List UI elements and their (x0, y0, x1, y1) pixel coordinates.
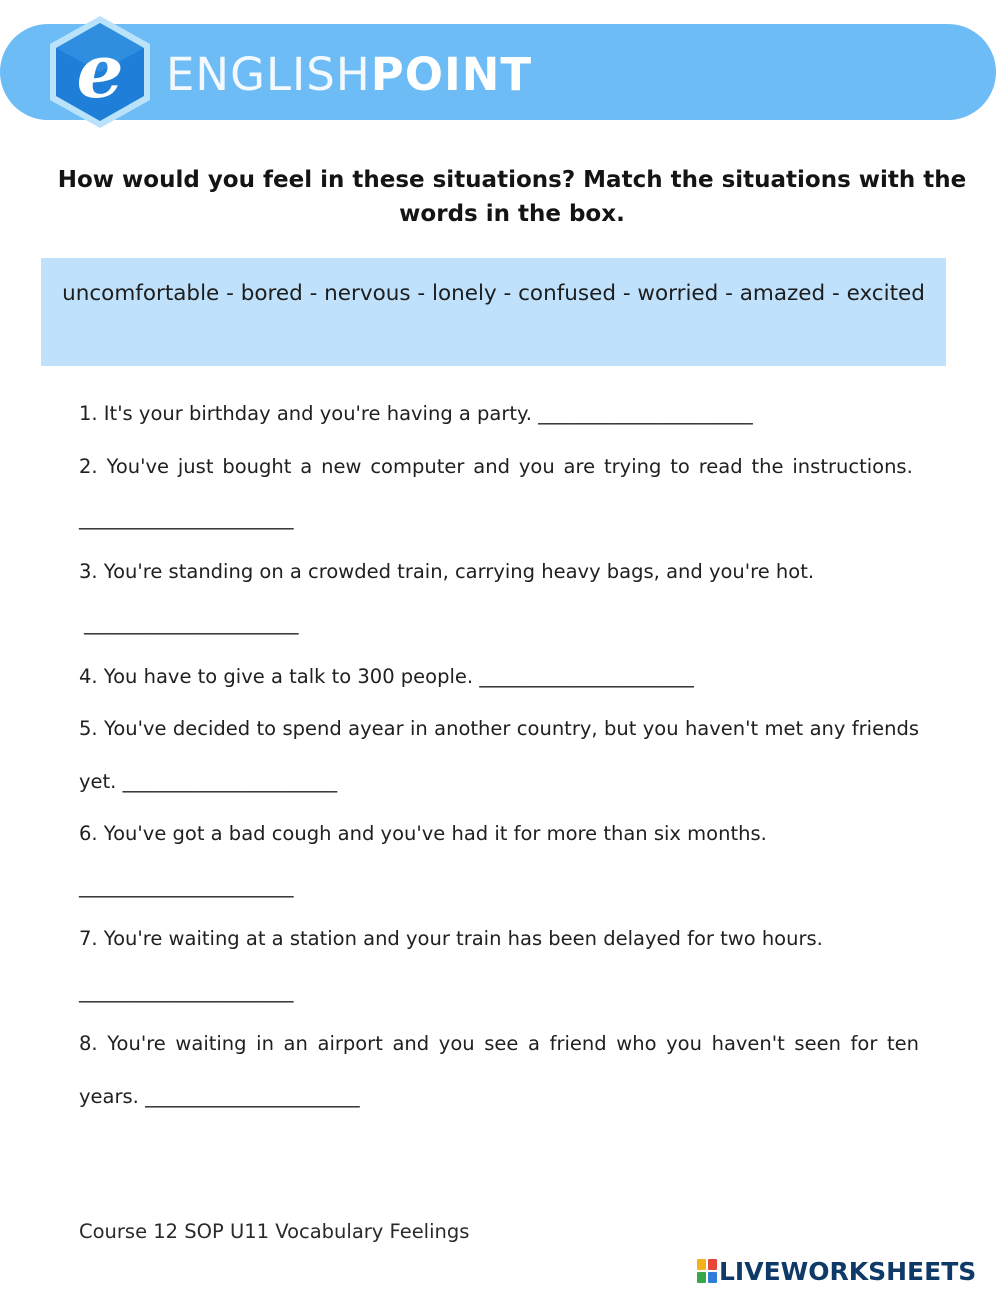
exercise-instruction: How would you feel in these situations? Match the situations with the words in the box. (57, 167, 967, 227)
situation-item (79, 441, 919, 546)
answer-blank[interactable]: ______________________ (479, 664, 694, 688)
answer-blank[interactable]: ______________________ (79, 507, 294, 530)
logo-block (708, 1259, 717, 1270)
situation-text: 4. You have to give a talk to 300 people. (79, 664, 474, 688)
word-box (41, 258, 946, 366)
logo-block (697, 1259, 706, 1270)
answer-blank[interactable]: ______________________ (122, 769, 338, 793)
situation-text: 6. You've got a bad cough and you've had it for more than six months. (79, 822, 767, 845)
answer-blank[interactable]: ______________________ (538, 402, 753, 425)
situation-item (79, 913, 919, 1018)
brand-name-bold: POINT (370, 47, 533, 101)
answer-blank[interactable]: ______________________ (84, 612, 299, 635)
situation-text: 3. You're standing on a crowded train, carrying heavy bags, and you're hot. (79, 559, 815, 583)
situation-item (79, 546, 919, 651)
liveworksheets-logo[interactable] (697, 1254, 976, 1288)
course-label: Course 12 SOP U11 Vocabulary Feelings (79, 1220, 470, 1243)
logo-block (708, 1272, 717, 1283)
situation-text: 8. You're waiting in an airport and you see a friend who you haven't seen for ten years. (79, 1032, 919, 1108)
situation-item (79, 1018, 919, 1123)
liveworksheets-brand: LIVEWORKSHEETS (719, 1256, 977, 1286)
word-list: uncomfortable - bored - nervous - lonely - confused - worried - amazed - excited (62, 281, 925, 306)
englishpoint-logo-icon (46, 14, 154, 130)
answer-blank[interactable]: ______________________ (79, 979, 294, 1003)
answer-blank[interactable]: ______________________ (79, 874, 294, 898)
situation-text: 2. You've just bought a new computer and you are trying to read the instructions. (79, 454, 913, 478)
situation-item (79, 808, 919, 913)
brand-name (166, 44, 532, 104)
situation-item (79, 651, 919, 704)
answer-blank[interactable]: ______________________ (145, 1084, 360, 1108)
liveworksheets-blocks-icon (697, 1259, 717, 1283)
situation-item (79, 703, 919, 808)
brand-name-light: ENGLISH (166, 47, 371, 101)
situation-text: 5. You've decided to spend ayear in another country, but you haven't met any friends yet. (79, 717, 919, 793)
situation-text: 7. You're waiting at a station and your train has been delayed for two hours. (79, 927, 823, 950)
situation-text: 1. It's your birthday and you're having a party. (79, 402, 533, 425)
logo-letter: e (76, 29, 124, 115)
logo-block (697, 1272, 706, 1283)
situation-list (79, 388, 919, 1123)
situation-item (79, 388, 919, 441)
